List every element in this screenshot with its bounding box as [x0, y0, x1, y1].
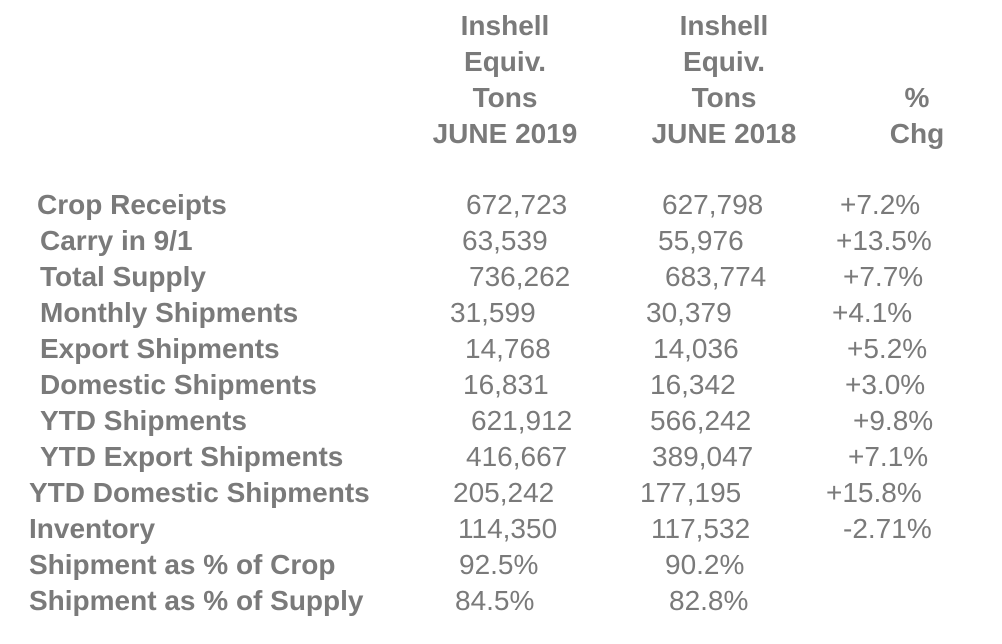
row-value-2018: 389,047 [652, 441, 754, 472]
row-label-crop-receipts: Crop Receipts [37, 189, 227, 220]
row-label-total-supply: Total Supply [40, 261, 206, 292]
row-label-export-shipments: Export Shipments [40, 333, 280, 364]
row-label-shipment-pct-supply: Shipment as % of Supply [29, 585, 364, 616]
header-2019 [420, 8, 590, 152]
row-value-2019: 14,768 [465, 333, 551, 364]
row-value-2019: 205,242 [453, 477, 555, 508]
row-value-2018: 82.8% [669, 585, 749, 616]
row-label-ytd-export-shipments: YTD Export Shipments [40, 441, 344, 472]
header-2018-line3: Tons [691, 82, 757, 113]
row-label-ytd-shipments: YTD Shipments [40, 405, 247, 436]
row-value-chg: +9.8% [853, 405, 934, 436]
header-2019-line3: Tons [472, 82, 538, 113]
row-value-2019: 31,599 [450, 297, 536, 328]
row-label-carry-in: Carry in 9/1 [40, 225, 193, 256]
row-value-2019: 416,667 [466, 441, 568, 472]
row-value-chg: +13.5% [836, 225, 932, 256]
row-value-chg: +15.8% [826, 477, 922, 508]
row-value-2019: 736,262 [469, 261, 571, 292]
header-2019-line2: Equiv. [464, 46, 546, 77]
row-value-2019: 92.5% [459, 549, 539, 580]
row-value-chg: +4.1% [832, 297, 913, 328]
row-label-shipment-pct-crop: Shipment as % of Crop [29, 549, 336, 580]
row-value-2018: 30,379 [646, 297, 732, 328]
row-label-monthly-shipments: Monthly Shipments [40, 297, 299, 328]
header-2018-line4: JUNE 2018 [651, 118, 797, 149]
row-value-2018: 683,774 [665, 261, 767, 292]
row-value-chg: +3.0% [845, 369, 926, 400]
header-pct-chg [872, 80, 962, 152]
header-pct-line1: % [904, 82, 930, 113]
row-value-2018: 55,976 [658, 225, 744, 256]
row-value-2018: 90.2% [665, 549, 745, 580]
row-value-2018: 117,532 [651, 513, 751, 544]
row-value-2019: 114,350 [458, 513, 558, 544]
row-value-2019: 63,539 [462, 225, 548, 256]
row-value-2018: 14,036 [653, 333, 739, 364]
row-label-inventory: Inventory [29, 513, 156, 544]
row-label-ytd-domestic-shipments: YTD Domestic Shipments [29, 477, 370, 508]
row-value-2019: 672,723 [466, 189, 568, 220]
row-value-chg: +5.2% [847, 333, 928, 364]
row-value-2018: 566,242 [650, 405, 752, 436]
header-2019-line4: JUNE 2019 [432, 118, 578, 149]
row-value-2018: 16,342 [650, 369, 736, 400]
header-2018 [638, 8, 810, 152]
row-value-chg: +7.1% [848, 441, 929, 472]
row-value-chg: +7.7% [843, 261, 924, 292]
header-2018-line2: Equiv. [683, 46, 765, 77]
row-value-2019: 16,831 [463, 369, 549, 400]
header-2019-line1: Inshell [460, 10, 550, 41]
row-value-2019: 84.5% [455, 585, 535, 616]
row-value-2018: 177,195 [640, 477, 742, 508]
row-label-domestic-shipments: Domestic Shipments [40, 369, 317, 400]
row-value-chg: -2.71% [843, 513, 932, 544]
header-2018-line1: Inshell [679, 10, 769, 41]
row-value-2019: 621,912 [471, 405, 573, 436]
row-value-chg: +7.2% [840, 189, 921, 220]
header-pct-line2: Chg [889, 118, 945, 149]
row-value-2018: 627,798 [662, 189, 764, 220]
